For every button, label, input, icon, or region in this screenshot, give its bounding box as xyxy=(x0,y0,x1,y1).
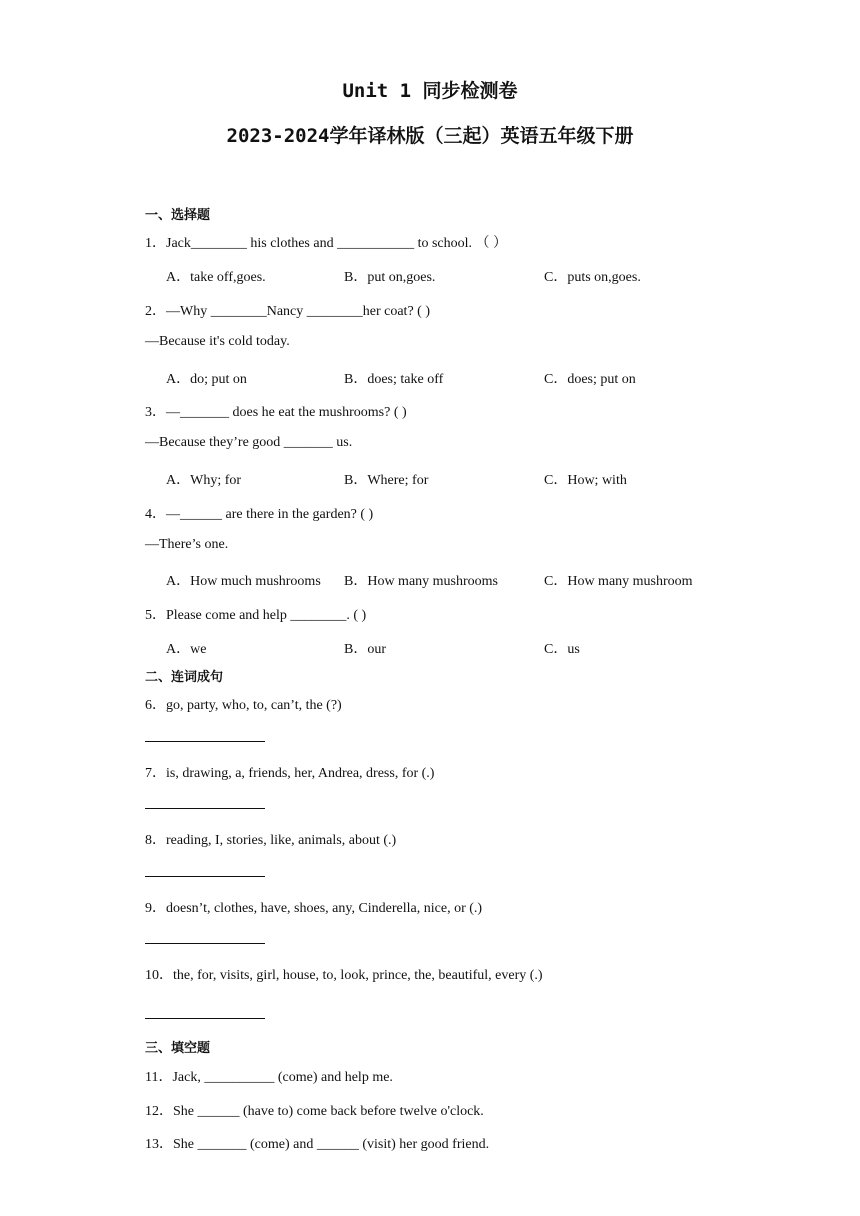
question-3-option-c: C．How; with xyxy=(544,473,627,488)
question-3-stem: 3．—_______ does he eat the mushrooms? ( ) xyxy=(145,405,407,420)
question-10-answer-line xyxy=(145,1018,265,1019)
question-4-option-b: B．How many mushrooms xyxy=(344,574,498,589)
question-2-line2: —Because it's cold today. xyxy=(145,334,290,349)
question-4-line2: —There’s one. xyxy=(145,537,229,552)
question-12-stem: 12．She ______ (have to) come back before twelve o'clock. xyxy=(145,1104,484,1119)
question-1-option-c: C．puts on,goes. xyxy=(544,270,641,285)
question-2-option-a: A．do; put on xyxy=(166,372,247,387)
question-5-option-c: C．us xyxy=(544,642,580,657)
question-2-option-b: B．does; take off xyxy=(344,372,444,387)
question-1-stem: 1．Jack________ his clothes and ___________ to school. （ ） xyxy=(145,236,508,251)
question-4-option-c: C．How many mushroom xyxy=(544,574,693,589)
question-5-stem: 5．Please come and help ________. ( ) xyxy=(145,608,367,623)
question-3-option-a: A．Why; for xyxy=(166,473,242,488)
question-5-option-b: B．our xyxy=(344,642,386,657)
section-heading-fill-blank: 三、填空题 xyxy=(145,1041,211,1056)
question-10-stem: 10．the, for, visits, girl, house, to, look, prince, the, beautiful, every (.) xyxy=(145,968,543,983)
document-title: Unit 1 同步检测卷 xyxy=(342,80,518,102)
question-8-answer-line xyxy=(145,876,265,877)
question-6-answer-line xyxy=(145,741,265,742)
question-3-line2: —Because they’re good _______ us. xyxy=(145,435,353,450)
question-6-stem: 6．go, party, who, to, can’t, the (?) xyxy=(145,698,342,713)
document-subtitle: 2023-2024学年译林版（三起）英语五年级下册 xyxy=(226,125,634,147)
question-11-stem: 11．Jack, __________ (come) and help me. xyxy=(145,1070,393,1085)
question-1-option-b: B．put on,goes. xyxy=(344,270,436,285)
question-3-option-b: B．Where; for xyxy=(344,473,429,488)
question-1-option-a: A．take off,goes. xyxy=(166,270,266,285)
question-13-stem: 13．She _______ (come) and ______ (visit) her good friend. xyxy=(145,1137,490,1152)
question-9-stem: 9．doesn’t, clothes, have, shoes, any, Cinderella, nice, or (.) xyxy=(145,901,483,916)
question-2-stem: 2．—Why ________Nancy ________her coat? ( ) xyxy=(145,304,430,319)
question-5-option-a: A．we xyxy=(166,642,207,657)
section-heading-choice: 一、选择题 xyxy=(145,208,211,223)
question-2-option-c: C．does; put on xyxy=(544,372,636,387)
question-9-answer-line xyxy=(145,943,265,944)
question-7-answer-line xyxy=(145,808,265,809)
section-heading-sentence: 二、连词成句 xyxy=(145,670,224,685)
question-4-stem: 4．—______ are there in the garden? ( ) xyxy=(145,507,374,522)
question-4-option-a: A．How much mushrooms xyxy=(166,574,321,589)
question-7-stem: 7．is, drawing, a, friends, her, Andrea, dress, for (.) xyxy=(145,766,435,781)
question-8-stem: 8．reading, I, stories, like, animals, about (.) xyxy=(145,833,397,848)
